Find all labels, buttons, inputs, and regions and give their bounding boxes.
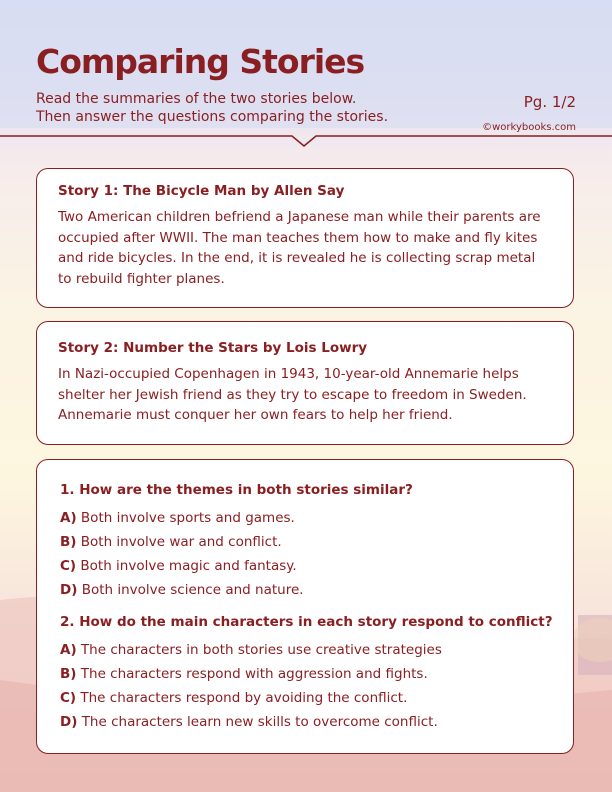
page-number: Pg. 1/2 [523,93,576,111]
option-letter: A) [60,510,77,526]
answer-option[interactable] [60,554,553,578]
answer-option[interactable] [60,686,553,710]
option-text: Both involve magic and fantasy. [80,558,297,574]
option-text: Both involve sports and games. [80,510,295,526]
option-letter: C) [60,558,77,574]
option-letter: B) [60,666,77,682]
page-title: Comparing Stories [36,42,365,81]
option-text: The characters learn new skills to overcome conflict. [81,714,438,730]
instructions [36,90,456,126]
answer-option[interactable] [60,662,553,686]
story-summary: Two American children befriend a Japanese man while their parents are occupied after WWII. The man teaches them how to make and fly kites and ride bicycles. In the end, it is revealed he is collecting scrap metal to rebuild fighter planes. [58,209,541,287]
question-text: 1. How are the themes in both stories similar? [60,482,413,498]
option-letter: D) [60,714,78,730]
instructions-line-1: Read the summaries of the two stories below. [36,91,357,107]
question-1 [60,482,553,602]
story-card-1 [36,168,574,308]
story-card-2 [36,321,574,445]
story-title: Story 1: The Bicycle Man by Allen Say [58,183,345,199]
question-text: 2. How do the main characters in each story respond to conflict? [60,614,553,630]
answer-option[interactable] [60,638,553,662]
answer-option[interactable] [60,578,553,602]
option-letter: D) [60,582,78,598]
option-letter: B) [60,534,77,550]
option-letter: C) [60,690,77,706]
option-letter: A) [60,642,77,658]
instructions-line-2: Then answer the questions comparing the stories. [36,109,389,125]
option-text: Both involve war and conflict. [80,534,282,550]
story-summary: In Nazi-occupied Copenhagen in 1943, 10-year-old Annemarie helps shelter her Jewish friend as they try to escape to freedom in Sweden. Annemarie must conquer her own fears to help her friend. [58,366,527,423]
brand-credit: ©workybooks.com [482,122,576,133]
option-text: The characters in both stories use creative strategies [80,642,442,658]
questions-card [36,459,574,754]
option-text: The characters respond with aggression and fights. [80,666,428,682]
answer-option[interactable] [60,506,553,530]
page-header [0,0,612,150]
answer-option[interactable] [60,530,553,554]
answer-option[interactable] [60,710,553,734]
header-divider [0,128,612,152]
story-title: Story 2: Number the Stars by Lois Lowry [58,340,368,356]
question-2 [60,614,553,734]
option-text: The characters respond by avoiding the conflict. [80,690,408,706]
option-text: Both involve science and nature. [81,582,304,598]
